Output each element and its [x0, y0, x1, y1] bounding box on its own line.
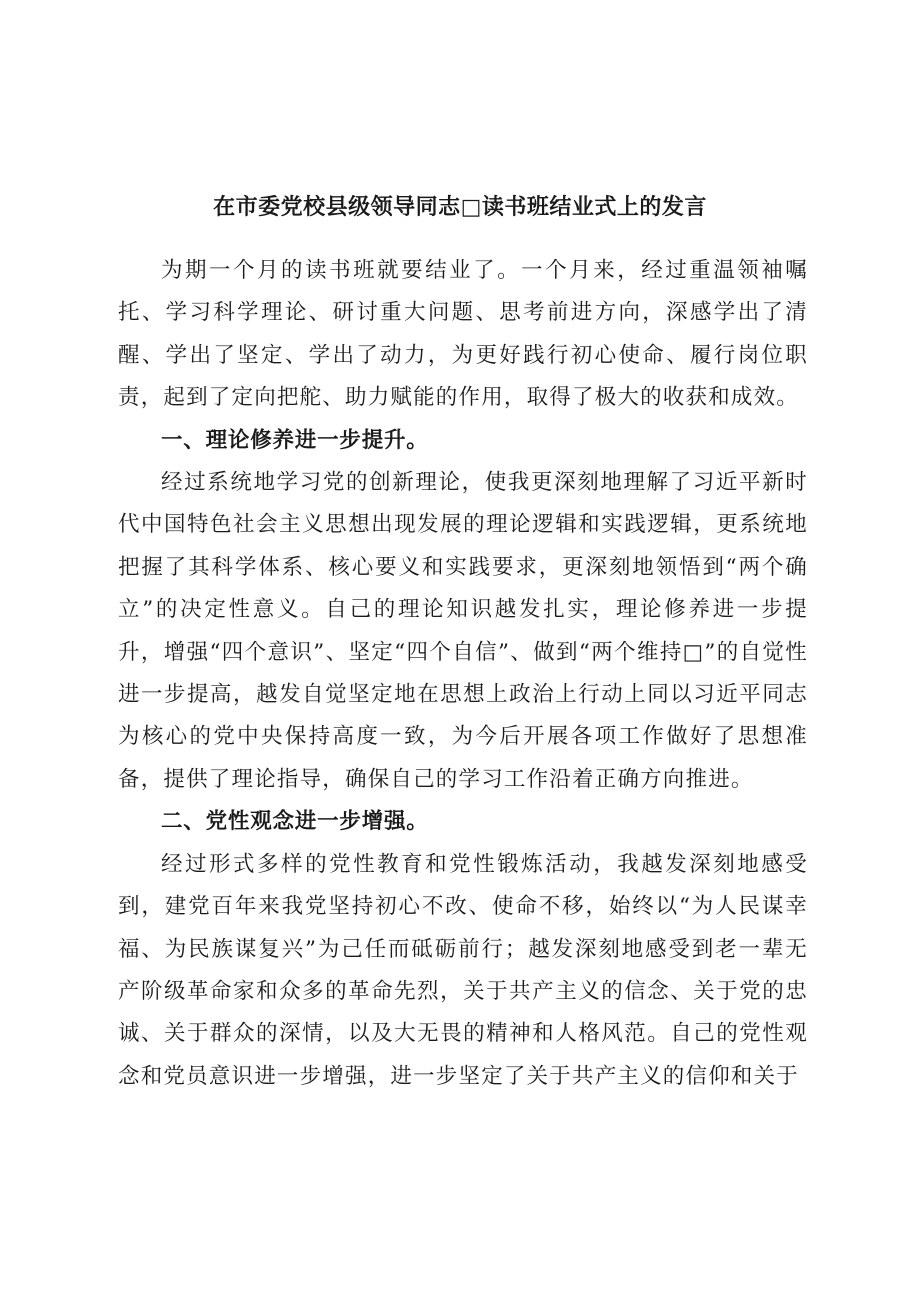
section-heading-1: 一、理论修养进一步提升。 [161, 427, 429, 453]
section-paragraph-1: 经过系统地学习党的创新理论，使我更深刻地理解了习近平新时代中国特色社会主义思想出现发展的理论逻辑和实践逻辑，更系统地把握了其科学体系、核心要义和实践要求，更深刻地领悟到“两个确立”的决定性意义。自己的理论知识越发扎实，理论修养进一步提升，增强“四个意识”、坚定“四个自信”、做到“两个维持□”的自觉性进一步提高，越发自觉坚定地在思想上政治上行动上同以习近平同志为核心的党中央保持高度一致，为今后开展各项工作做好了思想准备，提供了理论指导，确保自己的学习工作沿着正确方向推进。 [118, 470, 808, 792]
section-paragraph-2: 经过形式多样的党性教育和党性锻炼活动，我越发深刻地感受到，建党百年来我党坚持初心不改、使命不移，始终以“为人民谋幸福、为民族谋复兴”为己任而砥砺前行；越发深刻地感受到老一辈无产阶级革命家和众多的革命先烈，关于共产主义的信念、关于党的忠诚、关于群众的深情，以及大无畏的精神和人格风范。自己的党性观念和党员意识进一步增强，进一步坚定了关于共产主义的信仰和关于 [118, 851, 808, 1089]
document-title: 在市委党校县级领导同志□读书班结业式上的发言 [213, 195, 707, 220]
document-body [118, 250, 808, 1098]
intro-paragraph: 为期一个月的读书班就要结业了。一个月来，经过重温领袖嘱托、学习科学理论、研讨重大问题、思考前进方向，深感学出了清醒、学出了坚定、学出了动力，为更好践行初心使命、履行岗位职责，起到了定向把舵、助力赋能的作用，取得了极大的收获和成效。 [118, 258, 808, 411]
section-heading-2: 二、党性观念进一步增强。 [161, 809, 429, 835]
